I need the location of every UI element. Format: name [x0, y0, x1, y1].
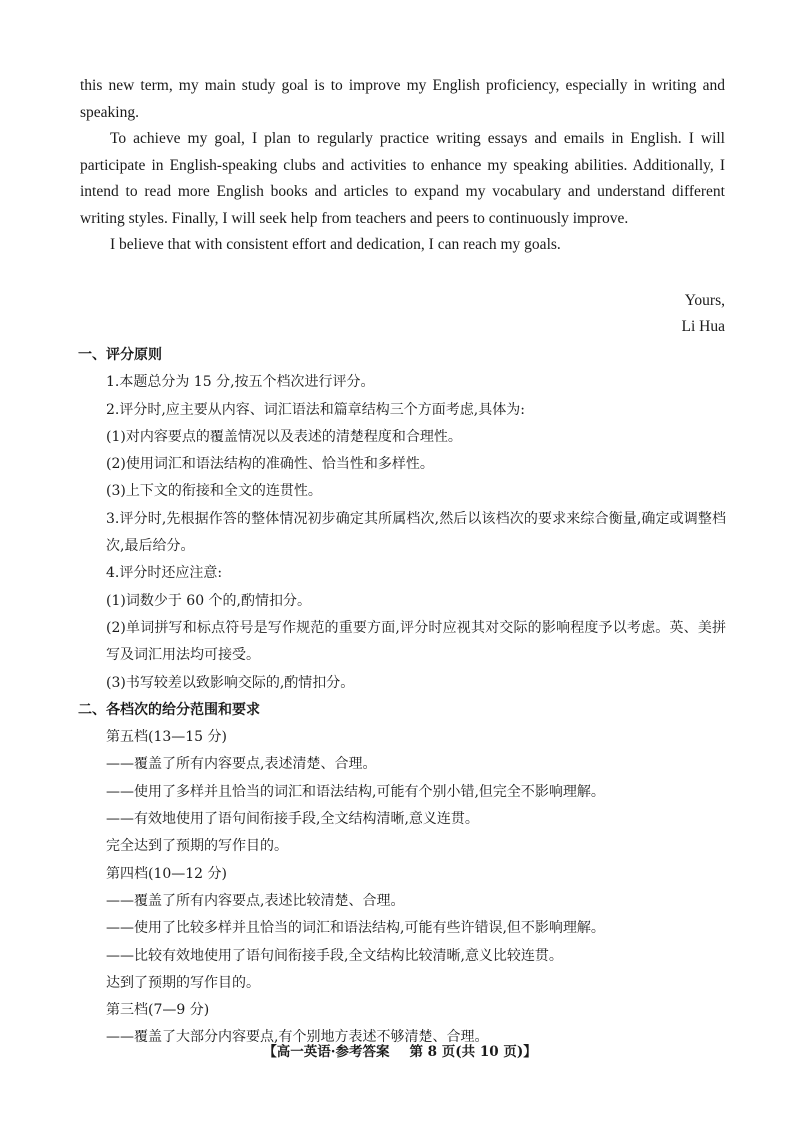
footer-subject: 【高一英语·参考答案	[263, 1044, 390, 1060]
band-5-title: 第五档(13—15 分)	[106, 729, 228, 746]
section-2-heading: 二、各档次的给分范围和要求	[78, 701, 260, 718]
rule-4-1: (1)词数少于 60 个的,酌情扣分。	[106, 592, 311, 609]
letter-paragraph-1: this new term, my main study goal is to improve my English proficiency, especially in writing and speaking.	[80, 77, 725, 121]
band-4-item-1: ——覆盖了所有内容要点,表述比较清楚、合理。	[106, 892, 405, 909]
band-4-summary: 达到了预期的写作目的。	[106, 974, 260, 991]
letter-paragraph-3: I believe that with consistent effort and dedication, I can reach my goals.	[110, 236, 561, 253]
rule-3: 3.评分时,先根据作答的整体情况初步确定其所属档次,然后以该档次的要求来综合衡量,确定或调整档次,最后给分。	[106, 510, 726, 555]
band-5-summary: 完全达到了预期的写作目的。	[106, 838, 288, 855]
rule-2-3: (3)上下文的衔接和全文的连贯性。	[106, 483, 322, 500]
section-1-heading: 一、评分原则	[78, 347, 162, 363]
band-4-item-2: ——使用了比较多样并且恰当的词汇和语法结构,可能有些许错误,但不影响理解。	[106, 920, 605, 937]
rule-1: 1.本题总分为 15 分,按五个档次进行评分。	[106, 374, 375, 391]
band-3-title: 第三档(7—9 分)	[106, 1002, 210, 1019]
rule-2-2: (2)使用词汇和语法结构的准确性、恰当性和多样性。	[106, 456, 434, 473]
band-4-item-3: ——比较有效地使用了语句间衔接手段,全文结构比较清晰,意义比较连贯。	[106, 947, 563, 964]
rule-2-1: (1)对内容要点的覆盖情况以及表述的清楚程度和合理性。	[106, 428, 462, 445]
footer-page-number: 第 8 页(共 10 页)】	[409, 1044, 537, 1060]
letter-signature: Li Hua	[681, 318, 725, 335]
letter-body	[80, 73, 725, 259]
band-5-item-1: ——覆盖了所有内容要点,表述清楚、合理。	[106, 756, 377, 773]
scoring-guide	[78, 342, 726, 1052]
letter-paragraph-2: To achieve my goal, I plan to regularly practice writing essays and emails in English. I will participate in English-speaking clubs and activities to enhance my speaking abilities. Additionally, I intend to read more English books and articles to expand my vocabulary and understand different writing styles. Finally, I will seek help from teachers and peers to continuously improve.	[80, 130, 725, 227]
band-3-item-1: ——覆盖了大部分内容要点,有个别地方表述不够清楚、合理。	[106, 1029, 489, 1046]
rule-4-3: (3)书写较差以致影响交际的,酌情扣分。	[106, 674, 355, 691]
letter-closing: Yours,	[684, 292, 725, 309]
rule-4: 4.评分时还应注意:	[106, 565, 223, 582]
band-5-item-2: ——使用了多样并且恰当的词汇和语法结构,可能有个别小错,但完全不影响理解。	[106, 783, 605, 800]
page-footer	[0, 1040, 800, 1060]
rule-2: 2.评分时,应主要从内容、词汇语法和篇章结构三个方面考虑,具体为:	[106, 401, 525, 418]
band-4-title: 第四档(10—12 分)	[106, 865, 228, 882]
rule-4-2: (2)单词拼写和标点符号是写作规范的重要方面,评分时应视其对交际的影响程度予以考虑。英、美拼写及词汇用法均可接受。	[106, 619, 726, 664]
band-5-item-3: ——有效地使用了语句间衔接手段,全文结构清晰,意义连贯。	[106, 811, 479, 828]
